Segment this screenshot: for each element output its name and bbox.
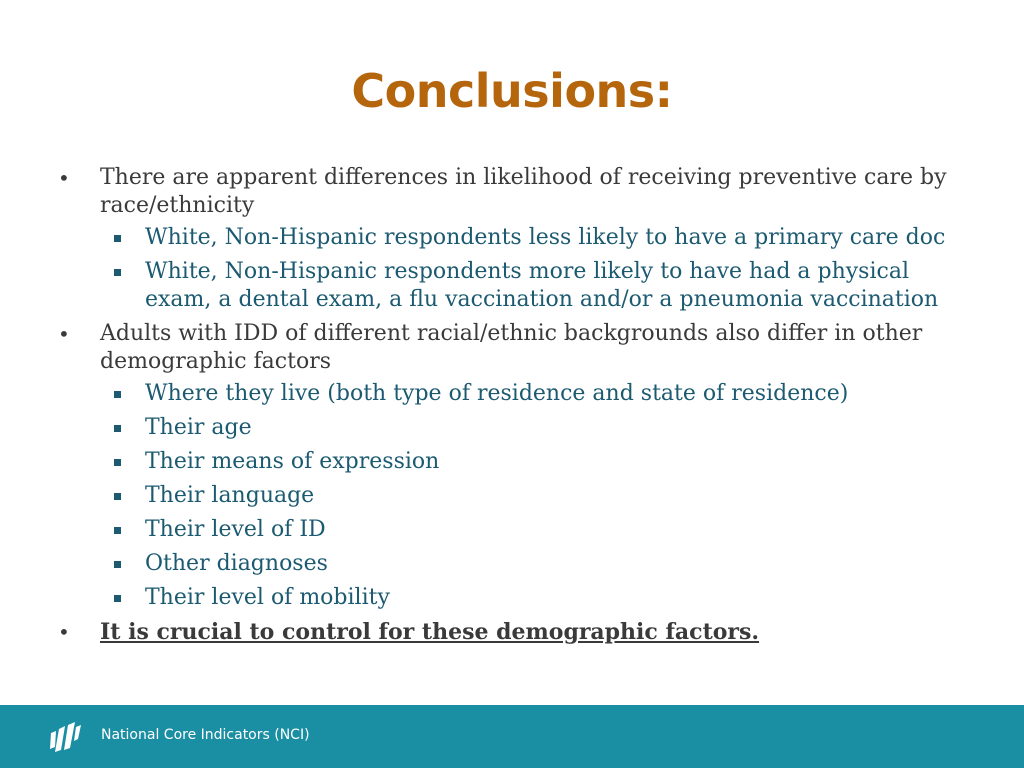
sub-bullet-text: Their language [145,483,315,508]
footer-label: National Core Indicators (NCI) [101,727,310,743]
bullet-item [0,164,1024,220]
sub-bullet-item [0,380,1024,408]
sub-bullet-item [0,550,1024,578]
sub-bullet-text: White, Non-Hispanic respondents more likely to have had a physical exam, a dental exam, a flu vaccination and/or a pneumonia vaccination [145,259,939,312]
sub-bullet-item [0,414,1024,442]
footer-bar [0,705,1024,768]
bullet-list [0,164,1024,651]
sub-bullet-item [0,224,1024,252]
emphasis-text: It is crucial to control for these demographic factors. [100,619,760,645]
square-bullet-icon [114,493,121,500]
bullet-text: There are apparent differences in likelihood of receiving preventive care by race/ethnicity [100,165,947,218]
sub-bullet-text: Other diagnoses [145,551,328,576]
sub-bullet-item [0,258,1024,314]
bullet-item [0,618,1024,647]
sub-bullet-text: Where they live (both type of residence and state of residence) [145,381,849,406]
square-bullet-icon [114,235,121,242]
square-bullet-icon [114,561,121,568]
square-bullet-icon [114,425,121,432]
square-bullet-icon [114,595,121,602]
bullet-item [0,320,1024,376]
sub-bullet-text: Their means of expression [145,449,440,474]
square-bullet-icon [114,527,121,534]
sub-bullet-item [0,482,1024,510]
nci-logo-icon [48,719,82,753]
sub-bullet-text: White, Non-Hispanic respondents less likely to have a primary care doc [145,225,946,250]
square-bullet-icon [114,269,121,276]
sub-bullet-text: Their level of ID [145,517,326,542]
sub-bullet-text: Their level of mobility [145,585,390,610]
slide-title: Conclusions: [351,64,673,118]
sub-bullet-item [0,448,1024,476]
sub-bullet-item [0,584,1024,612]
square-bullet-icon [114,459,121,466]
sub-bullet-text: Their age [145,415,252,440]
bullet-text: Adults with IDD of different racial/ethnic backgrounds also differ in other demographic factors [100,321,923,374]
bullet-dot-icon: • [58,166,70,190]
square-bullet-icon [114,391,121,398]
sub-bullet-item [0,516,1024,544]
bullet-dot-icon: • [58,620,70,644]
bullet-dot-icon: • [58,322,70,346]
